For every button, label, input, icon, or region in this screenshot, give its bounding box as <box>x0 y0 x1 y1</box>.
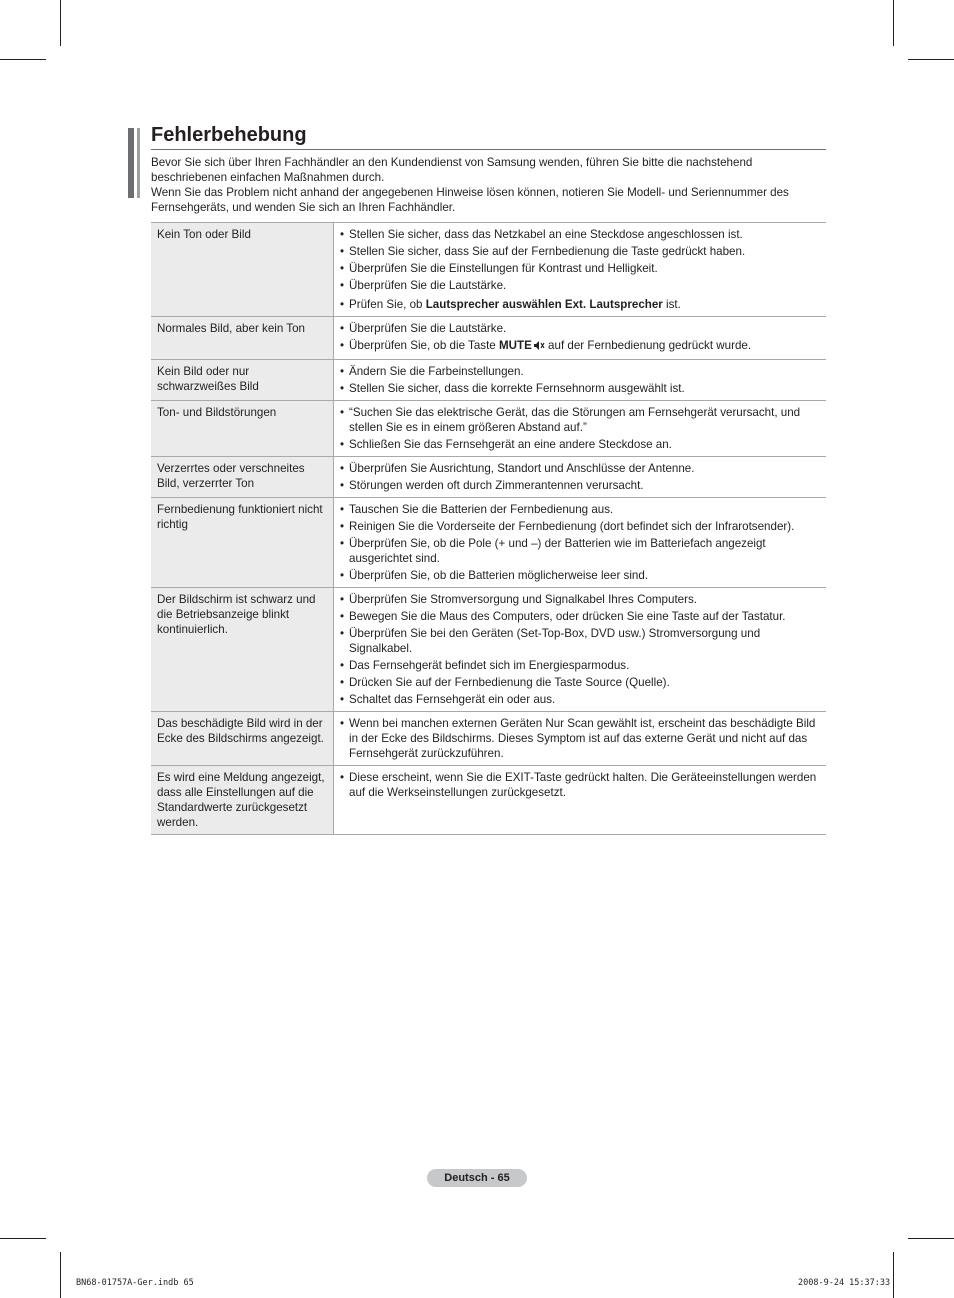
table-row <box>151 223 826 317</box>
intro-text <box>151 155 823 215</box>
table-row <box>151 712 826 766</box>
solution-cell <box>334 457 827 498</box>
solution-cell <box>334 498 827 588</box>
solution-item: • Stellen Sie sicher, dass Sie auf der Fernbedienung die Taste gedrückt haben. <box>340 244 820 259</box>
solution-cell <box>334 317 827 360</box>
crop-mark <box>0 59 46 60</box>
crop-mark <box>893 1252 894 1298</box>
intro-paragraph: Bevor Sie sich über Ihren Fachhändler an den Kundendienst von Samsung wenden, führen Sie bitte die nachstehend beschriebenen einfachen Maßnahmen durch. <box>151 156 753 184</box>
crop-mark <box>908 59 954 60</box>
solution-item: • “Suchen Sie das elektrische Gerät, das die Störungen am Fernsehgerät verursacht, und stellen Sie es in einem größeren Abstand auf.” <box>340 405 820 435</box>
title-decoration <box>137 128 140 198</box>
solution-cell <box>334 223 827 317</box>
solution-item: • Überprüfen Sie Ausrichtung, Standort und Anschlüsse der Antenne. <box>340 461 820 476</box>
solution-list <box>340 321 820 355</box>
solution-item: • Schließen Sie das Fernsehgerät an eine andere Steckdose an. <box>340 437 820 452</box>
solution-item: • Ändern Sie die Farbeinstellungen. <box>340 364 820 379</box>
solution-item: • Überprüfen Sie die Lautstärke. <box>340 321 820 336</box>
solution-text: auf der Fernbedienung gedrückt wurde. <box>544 339 752 352</box>
solution-item: • Schaltet das Fernsehgerät ein oder aus. <box>340 692 820 707</box>
intro-paragraph: Wenn Sie das Problem nicht anhand der angegebenen Hinweise lösen können, notieren Sie Modell- und Seriennummer des Fernsehgeräts, und wenden Sie sich an Ihren Fachhändler. <box>151 186 789 214</box>
print-slug-date: 2008-9-24 15:37:33 <box>798 1278 891 1288</box>
solution-list <box>340 502 820 583</box>
page-number: Deutsch - 65 <box>427 1169 527 1187</box>
solution-item: • Bewegen Sie die Maus des Computers, oder drücken Sie eine Taste auf der Tastatur. <box>340 609 820 624</box>
solution-list <box>340 227 820 312</box>
problem-cell: Ton- und Bildstörungen <box>151 401 334 457</box>
solution-item: • Überprüfen Sie, ob die Batterien möglicherweise leer sind. <box>340 568 820 583</box>
problem-cell: Fernbedienung funktioniert nicht richtig <box>151 498 334 588</box>
problem-cell: Der Bildschirm ist schwarz und die Betriebsanzeige blinkt kontinuierlich. <box>151 588 334 712</box>
solution-item: • Diese erscheint, wenn Sie die EXIT-Taste gedrückt halten. Die Geräteeinstellungen werden auf die Werkseinstellungen zurückgesetzt. <box>340 770 820 800</box>
solution-cell <box>334 360 827 401</box>
solution-item: • Das Fernsehgerät befindet sich im Energiesparmodus. <box>340 658 820 673</box>
solution-item: • Überprüfen Sie Stromversorgung und Signalkabel Ihres Computers. <box>340 592 820 607</box>
solution-item <box>340 297 820 312</box>
solution-item: • Tauschen Sie die Batterien der Fernbedienung aus. <box>340 502 820 517</box>
table-row <box>151 317 826 360</box>
solution-item: • Überprüfen Sie bei den Geräten (Set-Top-Box, DVD usw.) Stromversorgung und Signalkabel. <box>340 626 820 656</box>
table-row <box>151 401 826 457</box>
title-decoration <box>128 128 134 198</box>
solution-item: • Stellen Sie sicher, dass die korrekte Fernsehnorm ausgewählt ist. <box>340 381 820 396</box>
solution-item: • Überprüfen Sie, ob die Pole (+ und –) der Batterien wie im Batteriefach angezeigt ausgerichtet sind. <box>340 536 820 566</box>
problem-cell: Verzerrtes oder verschneites Bild, verzerrter Ton <box>151 457 334 498</box>
solution-cell <box>334 401 827 457</box>
problem-cell: Kein Ton oder Bild <box>151 223 334 317</box>
page-title: Fehlerbehebung <box>151 124 826 150</box>
crop-mark <box>893 0 894 46</box>
crop-mark <box>60 1252 61 1298</box>
solution-item: • Überprüfen Sie die Lautstärke. <box>340 278 820 293</box>
solution-item: • Reinigen Sie die Vorderseite der Fernbedienung (dort befindet sich der Infrarotsender). <box>340 519 820 534</box>
crop-mark <box>0 1238 46 1239</box>
table-row <box>151 457 826 498</box>
solution-item: • Störungen werden oft durch Zimmerantennen verursacht. <box>340 478 820 493</box>
mute-key-label: MUTE <box>498 339 532 352</box>
solution-cell <box>334 766 827 835</box>
table-row <box>151 360 826 401</box>
solution-list <box>340 770 820 800</box>
table-row <box>151 498 826 588</box>
solution-list <box>340 461 820 493</box>
solution-item: • Stellen Sie sicher, dass das Netzkabel an eine Steckdose angeschlossen ist. <box>340 227 820 242</box>
crop-mark <box>60 0 61 46</box>
problem-cell: Normales Bild, aber kein Ton <box>151 317 334 360</box>
solution-item: • Drücken Sie auf der Fernbedienung die Taste Source (Quelle). <box>340 675 820 690</box>
solution-cell <box>334 588 827 712</box>
solution-text: ist. <box>662 298 681 311</box>
solution-list <box>340 405 820 452</box>
solution-text: Prüfen Sie, ob <box>349 298 426 311</box>
mute-speaker-icon <box>533 340 545 355</box>
solution-list <box>340 364 820 396</box>
table-row <box>151 588 826 712</box>
problem-cell: Es wird eine Meldung angezeigt, dass alle Einstellungen auf die Standardwerte zurückgesetzt werden. <box>151 766 334 835</box>
solution-item: • Wenn bei manchen externen Geräten Nur Scan gewählt ist, erscheint das beschädigte Bild in der Ecke des Bildschirms. Dieses Symptom ist auf das externe Gerät und nicht auf das Fernsehgerät zurückzuführen. <box>340 716 820 761</box>
solution-list <box>340 592 820 707</box>
solution-item: • Überprüfen Sie die Einstellungen für Kontrast und Helligkeit. <box>340 261 820 276</box>
print-slug-file: BN68-01757A-Ger.indb 65 <box>76 1278 194 1288</box>
solution-text: Überprüfen Sie, ob die Taste <box>349 339 499 352</box>
table-row <box>151 766 826 835</box>
problem-cell: Das beschädigte Bild wird in der Ecke des Bildschirms angezeigt. <box>151 712 334 766</box>
troubleshooting-table <box>151 222 826 835</box>
solution-list <box>340 716 820 761</box>
solution-item <box>340 338 820 355</box>
solution-cell <box>334 712 827 766</box>
problem-cell: Kein Bild oder nur schwarzweißes Bild <box>151 360 334 401</box>
menu-option-name: Lautsprecher auswählen Ext. Lautsprecher <box>425 298 663 311</box>
crop-mark <box>908 1238 954 1239</box>
